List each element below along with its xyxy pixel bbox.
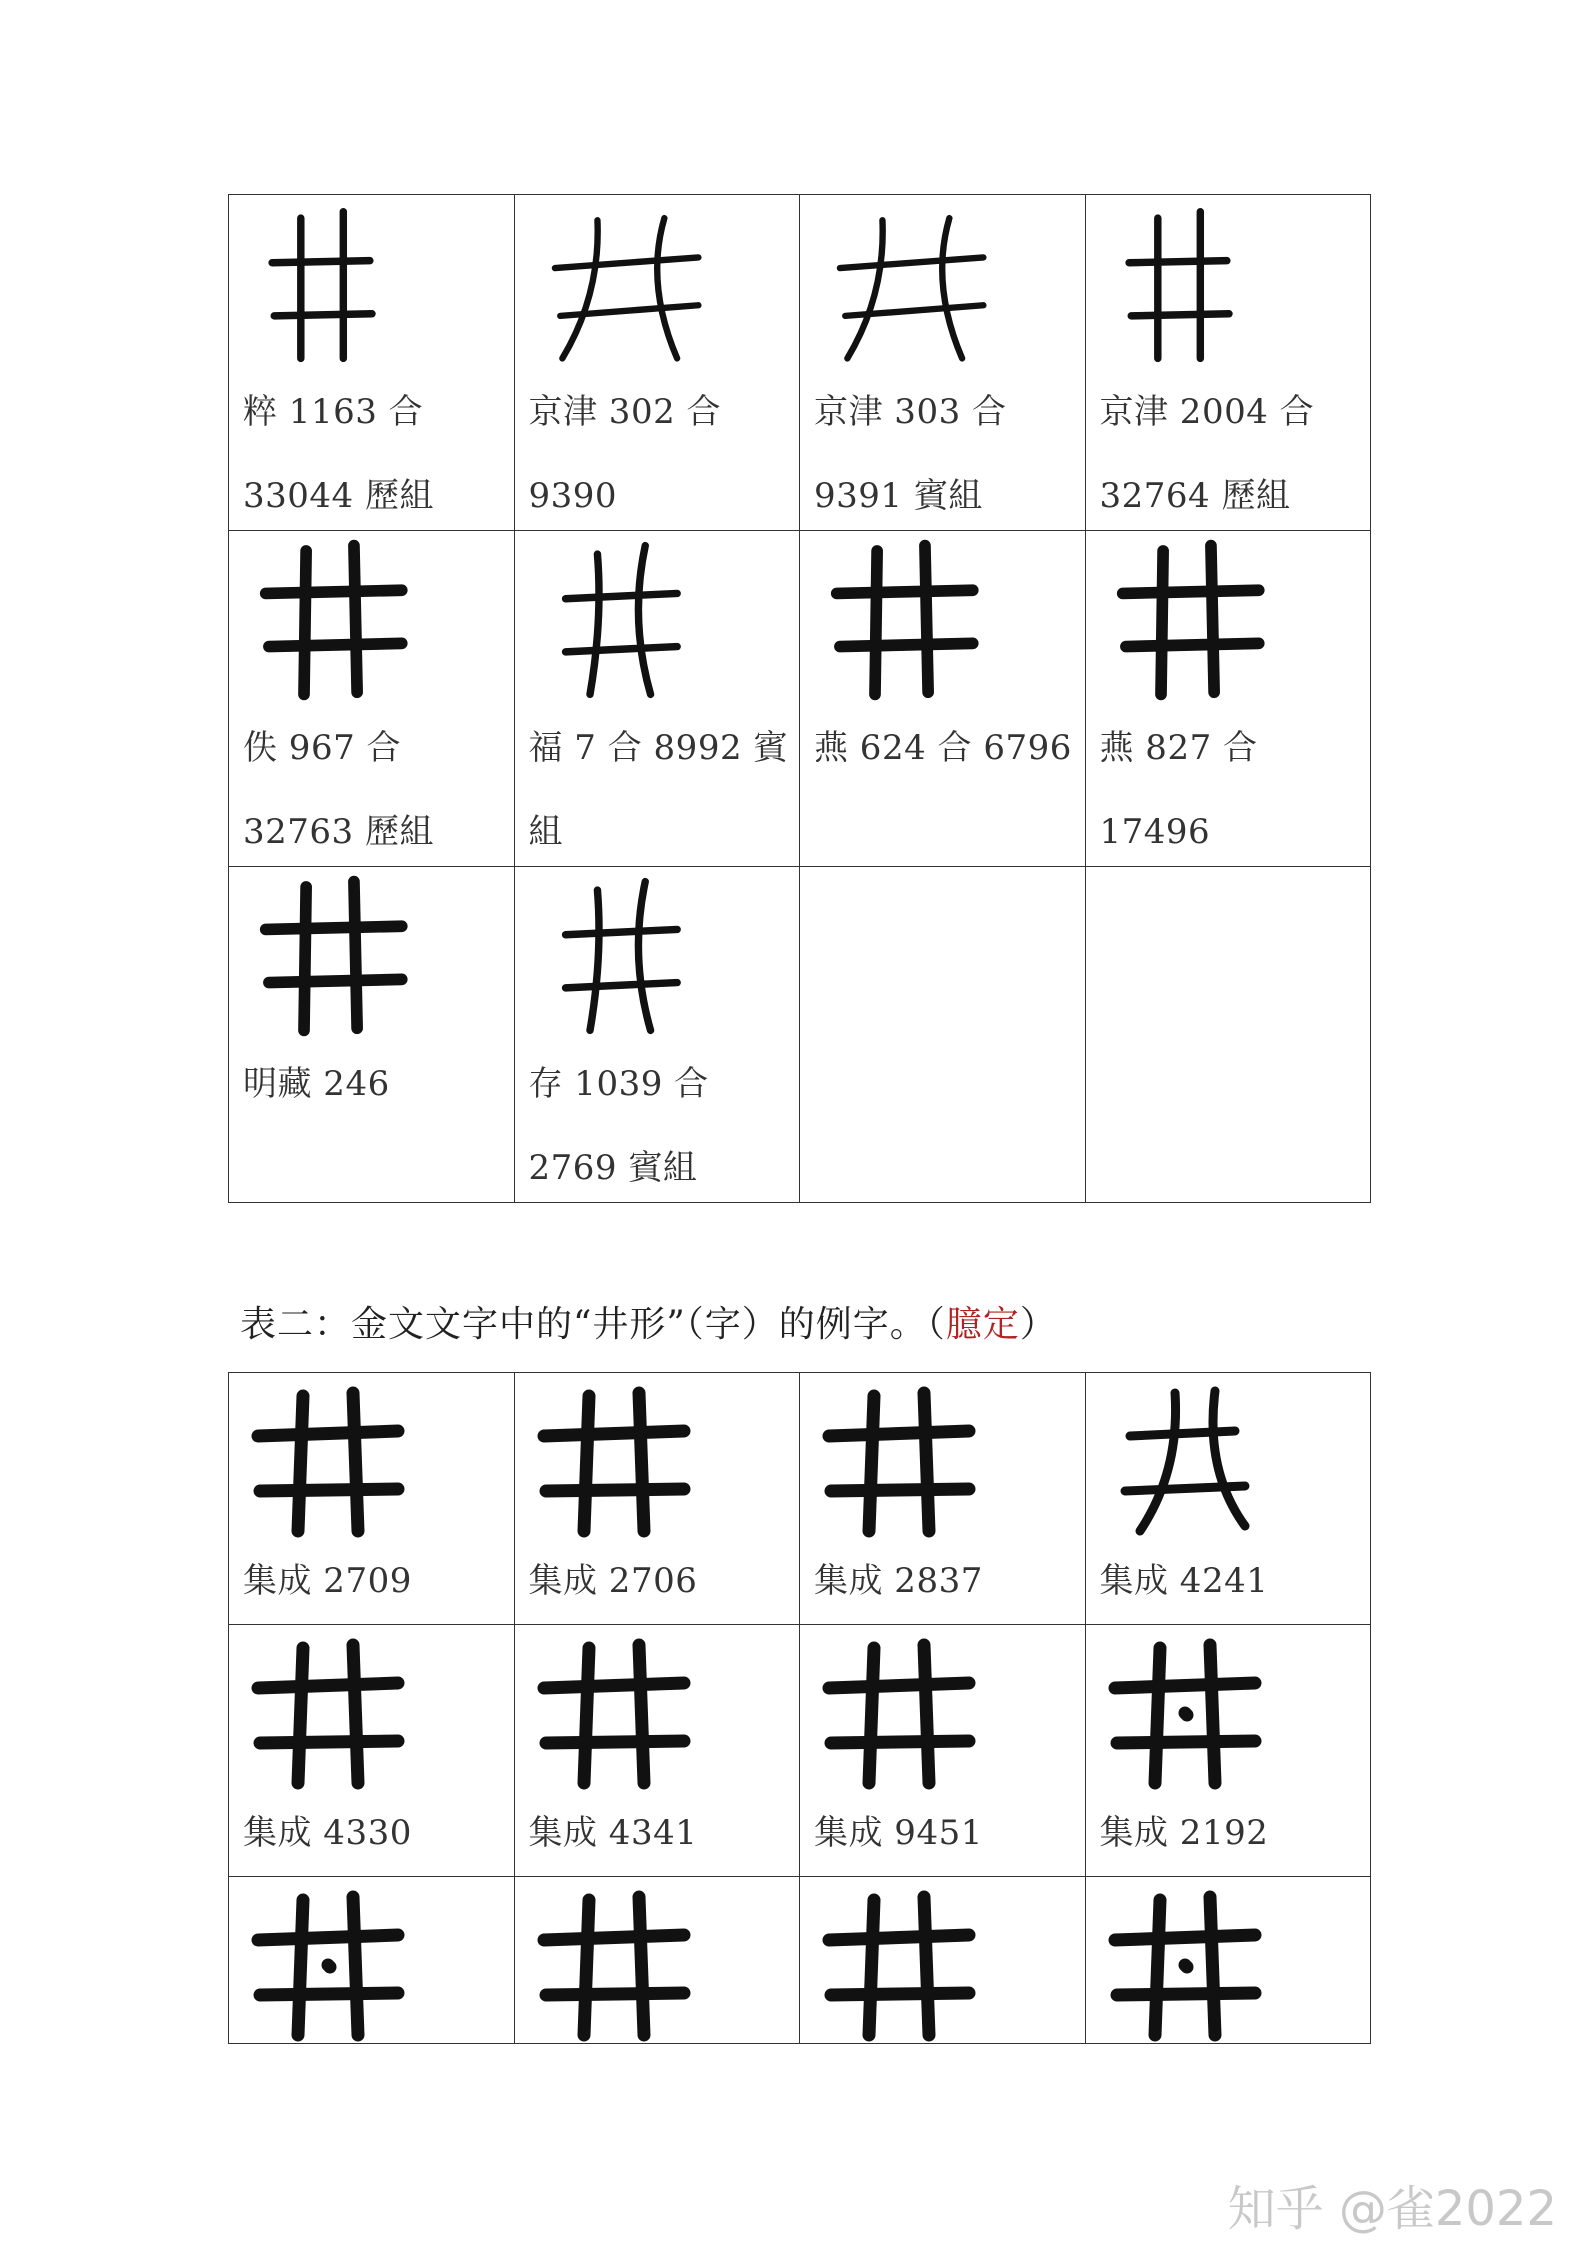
glyph-stroke — [639, 1645, 644, 1783]
glyph-stroke — [260, 1741, 398, 1743]
source-label: 燕 827 合 17496 — [1099, 728, 1258, 852]
table-cell — [1085, 1373, 1371, 1625]
source-label: 集成 9451 — [814, 1813, 983, 1853]
glyph-stroke — [565, 593, 677, 598]
source-label: 明藏 246 — [243, 1064, 390, 1104]
glyph-stroke — [638, 546, 650, 695]
glyph-stroke — [565, 983, 677, 988]
glyph-stroke — [353, 1393, 358, 1531]
glyph-stroke — [1117, 1741, 1255, 1743]
glyph-stroke — [1161, 551, 1163, 694]
glyph-stroke — [544, 1683, 684, 1688]
glyph-stroke — [869, 1396, 874, 1531]
glyph-stroke — [298, 1900, 303, 2035]
glyph-stroke — [1125, 1486, 1245, 1491]
oracle-bone-table — [228, 194, 1371, 1203]
glyph-stroke — [639, 1393, 644, 1531]
source-label: 集成 2709 — [243, 1561, 412, 1601]
source-label: 京津 302 合 9390 — [528, 392, 722, 516]
glyph-stroke — [1155, 1648, 1160, 1783]
glyph-stroke — [840, 643, 973, 646]
jing-character-glyph — [529, 1633, 699, 1793]
glyph-stroke — [847, 220, 882, 358]
glyph-stroke — [1130, 1431, 1235, 1436]
table-row — [229, 195, 1371, 531]
jing-character-glyph — [529, 199, 719, 369]
table-cell — [514, 1877, 800, 2044]
glyph-stroke — [1185, 1965, 1187, 1967]
glyph-stroke — [1213, 1391, 1245, 1526]
table-cell — [514, 867, 800, 1203]
glyph-stroke — [554, 257, 697, 268]
glyph-stroke — [845, 305, 983, 316]
glyph-stroke — [328, 1965, 330, 1967]
glyph-stroke — [875, 551, 877, 694]
table-row — [229, 867, 1371, 1203]
jing-character-glyph — [243, 1381, 413, 1541]
glyph-stroke — [590, 554, 599, 694]
table-cell — [229, 195, 515, 531]
glyph-stroke — [1140, 1393, 1176, 1531]
jing-character-glyph — [814, 1381, 984, 1541]
glyph-stroke — [1210, 1645, 1215, 1783]
jing-character-glyph — [814, 535, 1004, 705]
glyph-stroke — [1131, 314, 1229, 316]
table-row — [229, 1625, 1371, 1877]
jing-character-glyph — [243, 1633, 413, 1793]
glyph-stroke — [924, 1645, 929, 1783]
jing-character-glyph — [1100, 199, 1290, 369]
glyph-stroke — [562, 220, 597, 358]
glyph-stroke — [924, 1897, 929, 2035]
jing-character-glyph — [1100, 1885, 1270, 2045]
table2-caption — [240, 1296, 1057, 1347]
source-label: 福 7 合 8992 賓組 — [528, 728, 788, 852]
table-cell — [514, 1373, 800, 1625]
jing-character-glyph — [529, 1885, 699, 2045]
glyph-stroke — [546, 1489, 684, 1491]
source-label: 燕 624 合 6796 — [814, 728, 1072, 768]
table-cell — [514, 195, 800, 531]
glyph-stroke — [638, 882, 650, 1031]
jing-character-glyph — [529, 871, 719, 1041]
table-row — [229, 531, 1371, 867]
glyph-stroke — [353, 1897, 358, 2035]
glyph-stroke — [266, 590, 402, 593]
jing-character-glyph — [529, 1381, 699, 1541]
source-label: 粹 1163 合 33044 歷組 — [243, 392, 434, 516]
glyph-stroke — [869, 1648, 874, 1783]
glyph-stroke — [1129, 261, 1227, 263]
glyph-stroke — [829, 1935, 969, 1940]
glyph-stroke — [560, 305, 698, 316]
glyph-stroke — [840, 257, 983, 268]
table-row — [229, 1877, 1371, 2044]
table-cell — [1085, 867, 1371, 1203]
table-cell — [1085, 195, 1371, 531]
glyph-stroke — [354, 546, 357, 693]
glyph-stroke — [260, 1489, 398, 1491]
table-cell — [229, 867, 515, 1203]
glyph-stroke — [304, 551, 306, 694]
glyph-stroke — [584, 1900, 589, 2035]
table-cell — [800, 1877, 1086, 2044]
glyph-stroke — [925, 546, 928, 693]
glyph-stroke — [639, 1897, 644, 2035]
glyph-stroke — [274, 314, 372, 316]
jing-character-glyph — [529, 535, 719, 705]
caption-text: 表二：金文文字中的“井形”（字）的例字。（ — [240, 1304, 946, 1345]
table-cell — [800, 867, 1086, 1203]
jing-character-glyph — [243, 199, 433, 369]
glyph-stroke — [269, 643, 402, 646]
glyph-stroke — [829, 1683, 969, 1688]
glyph-stroke — [1185, 1713, 1187, 1715]
caption-red-text: 臆定 — [945, 1304, 1020, 1345]
table-row — [229, 1373, 1371, 1625]
glyph-stroke — [1115, 1935, 1255, 1940]
glyph-stroke — [942, 218, 962, 358]
source-label: 京津 303 合 9391 賓組 — [814, 392, 1007, 516]
glyph-stroke — [298, 1396, 303, 1531]
glyph-stroke — [924, 1393, 929, 1531]
bronze-inscription-table — [228, 1372, 1371, 2044]
jing-character-glyph — [814, 1885, 984, 2045]
source-label: 集成 2706 — [528, 1561, 698, 1601]
glyph-stroke — [272, 261, 370, 263]
caption-close: ） — [1019, 1304, 1057, 1345]
glyph-stroke — [304, 887, 306, 1030]
source-label: 佚 967 合 32763 歷組 — [243, 728, 434, 852]
glyph-stroke — [1117, 1993, 1255, 1995]
jing-character-glyph — [814, 199, 1004, 369]
glyph-stroke — [258, 1431, 398, 1436]
glyph-stroke — [837, 590, 973, 593]
glyph-stroke — [829, 1431, 969, 1436]
glyph-stroke — [544, 1935, 684, 1940]
glyph-stroke — [269, 979, 402, 982]
table-cell — [1085, 531, 1371, 867]
glyph-stroke — [544, 1431, 684, 1436]
table-cell — [229, 531, 515, 867]
glyph-stroke — [1155, 1900, 1160, 2035]
jing-character-glyph — [243, 871, 433, 1041]
glyph-stroke — [258, 1935, 398, 1940]
glyph-stroke — [1210, 1897, 1215, 2035]
table-cell — [800, 1373, 1086, 1625]
source-label: 集成 4241 — [1099, 1561, 1269, 1601]
watermark: 知乎 @雀2022 — [1227, 2181, 1557, 2237]
table-cell — [229, 1625, 515, 1877]
glyph-stroke — [584, 1648, 589, 1783]
table-cell — [229, 1877, 515, 2044]
source-label: 集成 4341 — [528, 1813, 698, 1853]
glyph-stroke — [1125, 643, 1258, 646]
jing-character-glyph — [243, 1885, 413, 2045]
table-cell — [800, 1625, 1086, 1877]
source-label: 存 1039 合 2769 賓組 — [528, 1064, 709, 1188]
table-cell — [229, 1373, 515, 1625]
jing-character-glyph — [1100, 1381, 1270, 1541]
source-label: 京津 2004 合 32764 歷組 — [1099, 392, 1315, 516]
table-cell — [800, 531, 1086, 867]
glyph-stroke — [1210, 546, 1213, 693]
source-label: 集成 2837 — [814, 1561, 983, 1601]
glyph-stroke — [258, 1683, 398, 1688]
glyph-stroke — [565, 929, 677, 934]
glyph-stroke — [260, 1993, 398, 1995]
source-label: 集成 4330 — [243, 1813, 412, 1853]
glyph-stroke — [831, 1993, 969, 1995]
jing-character-glyph — [243, 535, 433, 705]
jing-character-glyph — [814, 1633, 984, 1793]
table-cell — [800, 195, 1086, 531]
glyph-stroke — [657, 218, 677, 358]
glyph-stroke — [1122, 590, 1258, 593]
jing-character-glyph — [1100, 535, 1290, 705]
glyph-stroke — [565, 647, 677, 652]
jing-character-glyph — [1100, 1633, 1270, 1793]
table-cell — [514, 1625, 800, 1877]
glyph-stroke — [869, 1900, 874, 2035]
table-cell — [514, 531, 800, 867]
glyph-stroke — [546, 1741, 684, 1743]
glyph-stroke — [831, 1489, 969, 1491]
glyph-stroke — [298, 1648, 303, 1783]
glyph-stroke — [590, 890, 599, 1030]
glyph-stroke — [584, 1396, 589, 1531]
table-cell — [1085, 1625, 1371, 1877]
glyph-stroke — [353, 1645, 358, 1783]
source-label: 集成 2192 — [1099, 1813, 1269, 1853]
glyph-stroke — [354, 882, 357, 1029]
glyph-stroke — [266, 926, 402, 929]
table-cell — [1085, 1877, 1371, 2044]
glyph-stroke — [831, 1741, 969, 1743]
glyph-stroke — [546, 1993, 684, 1995]
glyph-stroke — [1115, 1683, 1255, 1688]
